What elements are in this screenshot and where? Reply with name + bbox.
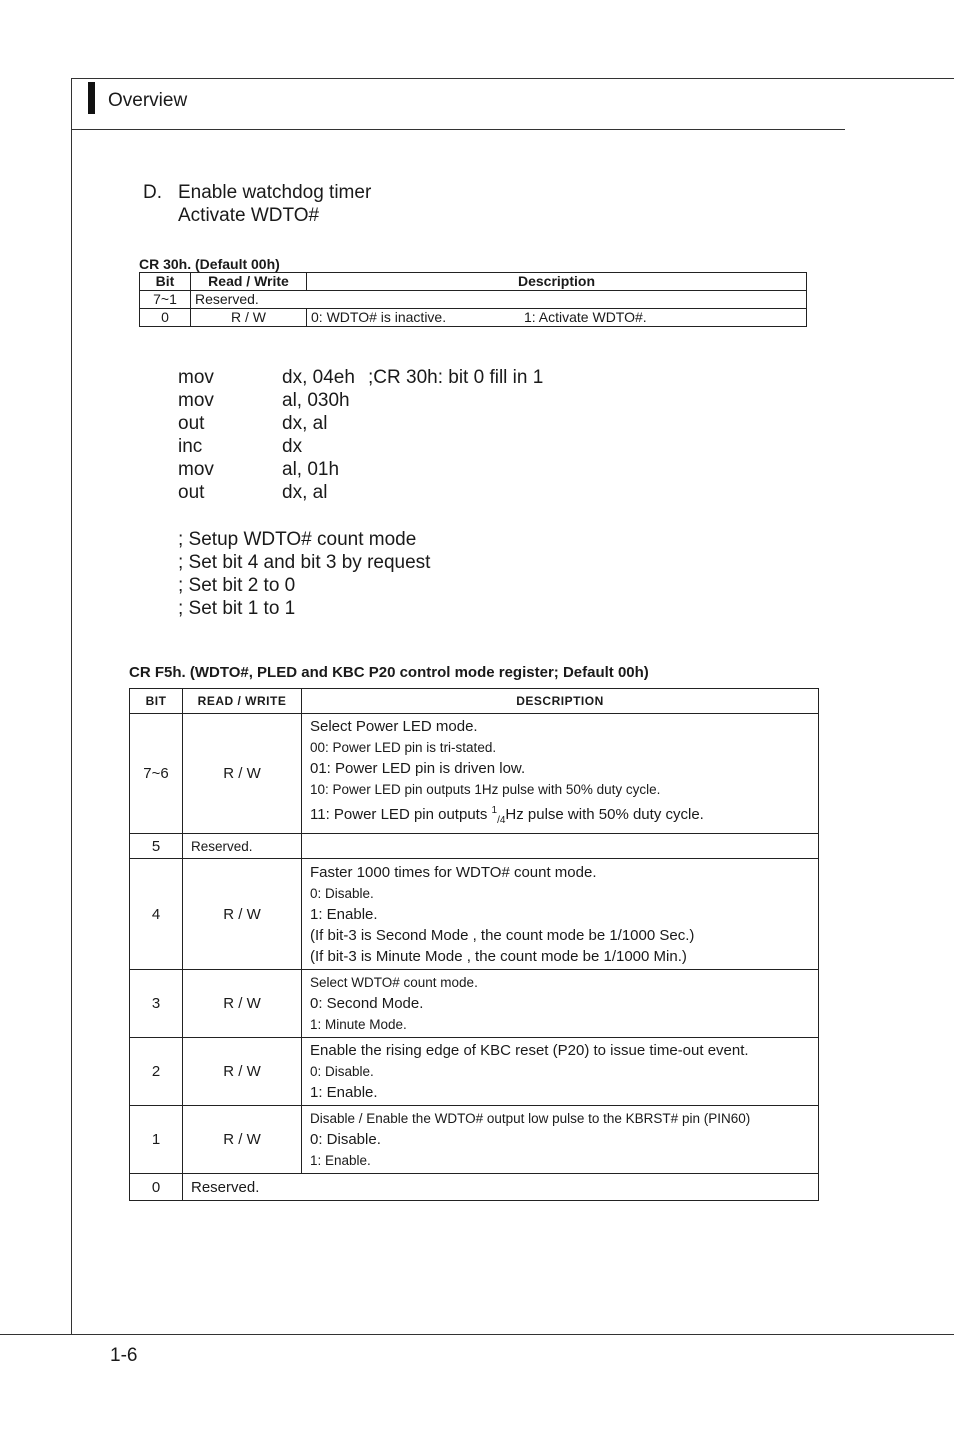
- bit-cell: 3: [130, 970, 183, 1038]
- opcode: mov: [178, 459, 214, 480]
- desc-line: [310, 800, 810, 831]
- bit-cell: 0: [130, 1174, 183, 1201]
- description-cell: [302, 859, 819, 970]
- table-header-row: [130, 689, 819, 714]
- desc-line: 1: Enable.: [310, 1153, 371, 1168]
- description-cell: [302, 714, 819, 834]
- code-line: [178, 435, 543, 458]
- desc-line: (If bit-3 is Minute Mode , the count mode be 1/1000 Min.): [310, 947, 687, 965]
- rw-cell: R / W: [191, 309, 307, 327]
- desc-line: Faster 1000 times for WDTO# count mode.: [310, 863, 597, 881]
- table-row: [130, 1038, 819, 1106]
- step-subtitle: Activate WDTO#: [178, 205, 320, 226]
- description-cell: [307, 309, 807, 327]
- step-title: Enable watchdog timer: [178, 182, 372, 203]
- opcode: inc: [178, 436, 203, 457]
- fraction-numerator: 1: [491, 805, 498, 816]
- table-row: [130, 834, 819, 859]
- desc-line: Select WDTO# count mode.: [310, 975, 478, 990]
- bit-cell: 5: [130, 834, 183, 859]
- operand: al, 01h: [282, 459, 340, 480]
- bit-cell: 1: [130, 1106, 183, 1174]
- cr30-register-table: [139, 272, 807, 327]
- rw-cell: R / W: [183, 714, 302, 834]
- desc-line: 0: Second Mode.: [310, 995, 424, 1012]
- column-header-rw: READ / WRITE: [183, 689, 302, 714]
- description-cell: Reserved.: [183, 1174, 819, 1201]
- page-number: 1-6: [110, 1345, 138, 1366]
- table-row: [130, 1106, 819, 1174]
- operand: dx, al: [282, 482, 328, 503]
- desc-line: 1: Enable.: [310, 1084, 378, 1101]
- desc-option-0: 0: WDTO# is inactive.: [311, 309, 447, 325]
- comment-line: ; Set bit 1 to 1: [178, 598, 296, 619]
- desc-line: 10: Power LED pin outputs 1Hz pulse with 50% duty cycle.: [310, 782, 661, 797]
- page-top-rule: [71, 78, 954, 79]
- cr30-table-title: CR 30h. (Default 00h): [139, 256, 280, 272]
- bit-cell: 7~1: [140, 291, 191, 309]
- table-row: [130, 859, 819, 970]
- table-row: [130, 970, 819, 1038]
- table-row: [130, 714, 819, 834]
- desc-line: 0: Disable.: [310, 1064, 374, 1079]
- bit-cell: 0: [140, 309, 191, 327]
- opcode: mov: [178, 367, 214, 388]
- column-header-rw: Read / Write: [191, 273, 307, 291]
- code-line: [178, 389, 543, 412]
- operand: dx, 04eh: [282, 367, 355, 388]
- header-rule: [71, 129, 845, 130]
- comment-block: [178, 528, 430, 620]
- column-header-bit: BIT: [130, 689, 183, 714]
- comment-line: ; Setup WDTO# count mode: [178, 529, 417, 550]
- desc-option-1: 1: Activate WDTO#.: [524, 309, 647, 325]
- desc-line: Disable / Enable the WDTO# output low pulse to the KBRST# pin (PIN60): [310, 1111, 751, 1126]
- operand: dx, al: [282, 413, 328, 434]
- code-line: [178, 366, 543, 389]
- crf5-register-table: [129, 688, 819, 1201]
- table-header-row: [140, 273, 807, 291]
- desc-line: 0: Disable.: [310, 1131, 381, 1148]
- opcode: out: [178, 482, 205, 503]
- comment-line: ; Set bit 4 and bit 3 by request: [178, 552, 431, 573]
- opcode: out: [178, 413, 205, 434]
- bit-cell: 7~6: [130, 714, 183, 834]
- code-line: [178, 458, 543, 481]
- rw-cell: R / W: [183, 1038, 302, 1106]
- desc-text: 11: Power LED pin outputs: [310, 806, 492, 823]
- desc-line: 00: Power LED pin is tri-stated.: [310, 740, 497, 755]
- code-comment: ;CR 30h: bit 0 fill in 1: [368, 367, 544, 388]
- rw-cell: R / W: [183, 970, 302, 1038]
- description-cell: Reserved.: [191, 291, 807, 309]
- table-row: [140, 309, 807, 327]
- section-title: Overview: [108, 90, 188, 111]
- desc-line: 1: Enable.: [310, 905, 378, 923]
- description-cell: [302, 1038, 819, 1106]
- rw-cell: Reserved.: [183, 834, 302, 859]
- opcode: mov: [178, 390, 214, 411]
- rw-cell: R / W: [183, 859, 302, 970]
- code-block: [178, 366, 543, 504]
- header-marker: [88, 82, 95, 114]
- fraction-denominator: /4: [497, 815, 506, 826]
- bit-cell: 2: [130, 1038, 183, 1106]
- step-letter: D.: [143, 182, 162, 203]
- desc-line: 1: Minute Mode.: [310, 1017, 407, 1032]
- bit-cell: 4: [130, 859, 183, 970]
- column-header-description: DESCRIPTION: [302, 689, 819, 714]
- page-left-rule: [71, 78, 72, 1335]
- comment-line: ; Set bit 2 to 0: [178, 575, 296, 596]
- desc-line: 01: Power LED pin is driven low.: [310, 760, 526, 777]
- table-row: [140, 291, 807, 309]
- desc-line: 0: Disable.: [310, 885, 374, 901]
- operand: dx: [282, 436, 303, 457]
- column-header-bit: Bit: [140, 273, 191, 291]
- operand: al, 030h: [282, 390, 350, 411]
- desc-line: Enable the rising edge of KBC reset (P20) to issue time-out event.: [310, 1042, 749, 1059]
- desc-line: Select Power LED mode.: [310, 718, 478, 735]
- column-header-description: Description: [307, 273, 807, 291]
- desc-line: (If bit-3 is Second Mode , the count mode be 1/1000 Sec.): [310, 926, 695, 944]
- rw-cell: R / W: [183, 1106, 302, 1174]
- footer-rule: [0, 1334, 954, 1335]
- description-cell: [302, 834, 819, 859]
- description-cell: [302, 970, 819, 1038]
- table-row: [130, 1174, 819, 1201]
- code-line: [178, 481, 543, 504]
- code-line: [178, 412, 543, 435]
- description-cell: [302, 1106, 819, 1174]
- desc-text: Hz pulse with 50% duty cycle.: [505, 806, 704, 823]
- crf5-table-title: CR F5h. (WDTO#, PLED and KBC P20 control mode register; Default 00h): [129, 664, 649, 681]
